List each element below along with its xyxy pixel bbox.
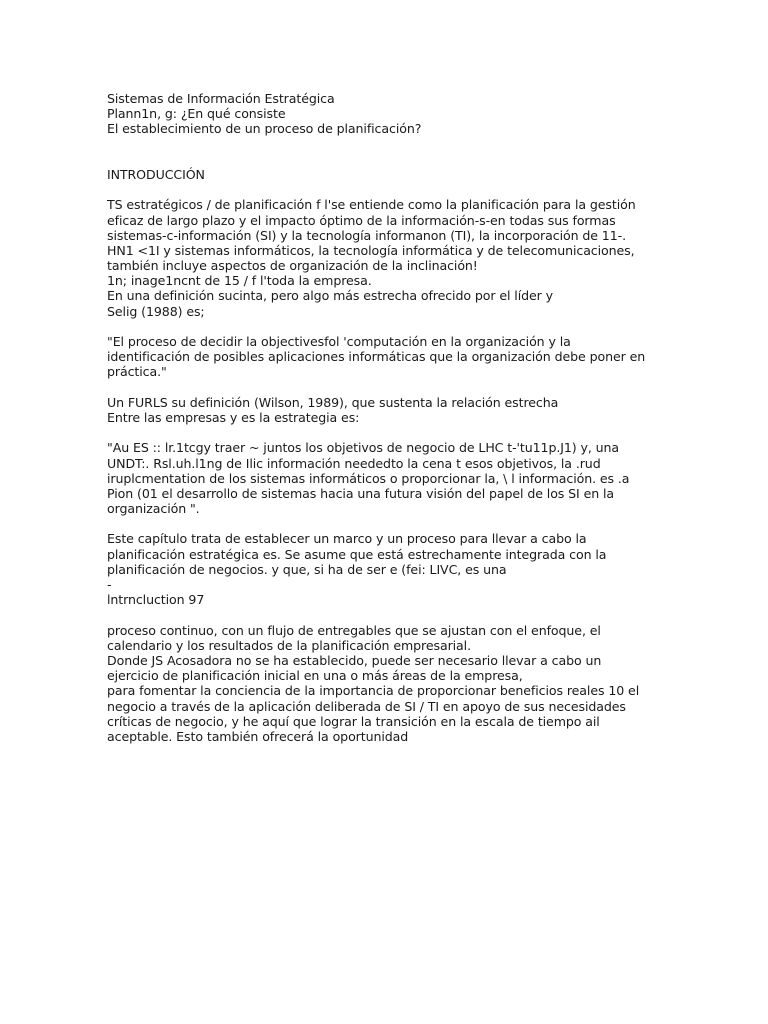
- paragraph-line: Un FURLS su definición (Wilson, 1989), que sustenta la relación estrecha: [107, 394, 559, 410]
- paragraph-line: "El proceso de decidir la objectivesfol 'computación en la organización y la: [107, 334, 571, 350]
- paragraph-6: [107, 623, 757, 745]
- paragraph-line: Entre las empresas y es la estrategia es:: [107, 409, 360, 425]
- paragraph-line: críticas de negocio, y he aquí que lograr la transición en la escala de tiempo ail: [107, 713, 600, 729]
- section-heading: INTRODUCCIÓN: [107, 166, 205, 182]
- paragraph-line: proceso continuo, con un flujo de entregables que se ajustan con el enfoque, el: [107, 622, 601, 638]
- paragraph-line: Este capítulo trata de establecer un marco y un proceso para llevar a cabo la: [107, 531, 587, 547]
- spacer: [107, 516, 757, 531]
- paragraph-line: identificación de posibles aplicaciones informáticas que la organización debe poner en: [107, 349, 646, 365]
- paragraph-line: para fomentar la conciencia de la importancia de proporcionar beneficios reales 10 el: [107, 683, 640, 699]
- header-title: Sistemas de Información Estratégica: [107, 91, 335, 106]
- paragraph-line: práctica.": [107, 364, 167, 380]
- document-page: [107, 91, 757, 744]
- paragraph-line: planificación estratégica es. Se asume que está estrechamente integrada con la: [107, 546, 607, 562]
- header-subtitle: Plann1n, g: ¿En qué consiste: [107, 106, 286, 122]
- paragraph-line: negocio a través de la aplicación deliberada de SI / TI en apoyo de sus necesidades: [107, 698, 626, 714]
- spacer: [107, 137, 757, 167]
- spacer: [107, 607, 757, 622]
- paragraph-4-quote: [107, 440, 757, 516]
- paragraph-line: también incluye aspectos de organización de la inclinación!: [107, 258, 478, 274]
- paragraph-5: [107, 531, 757, 607]
- paragraph-line: ejercicio de planificación inicial en una o más áreas de la empresa,: [107, 668, 523, 684]
- header-question: El establecimiento de un proceso de planificación?: [107, 121, 422, 137]
- paragraph-line: En una definición sucinta, pero algo más estrecha ofrecido por el líder y: [107, 288, 553, 304]
- paragraph-line: Selig (1988) es;: [107, 303, 205, 319]
- paragraph-1: [107, 197, 757, 319]
- paragraph-line: TS estratégicos / de planificación f l'se entiende como la planificación para la gestión: [107, 197, 636, 213]
- document-header: [107, 91, 757, 137]
- paragraph-line: eficaz de largo plazo y el impacto óptimo de la información-s-en todas sus formas: [107, 212, 616, 228]
- paragraph-line: 1n; inage1ncnt de 15 / f l'toda la empresa.: [107, 273, 372, 289]
- paragraph-line: HN1 <1I y sistemas informáticos, la tecnología informática y de telecomunicaciones,: [107, 242, 635, 258]
- paragraph-line: Pion (01 el desarrollo de sistemas hacia una futura visión del papel de los SI en la: [107, 485, 615, 501]
- paragraph-3: [107, 395, 757, 425]
- spacer: [107, 182, 757, 197]
- paragraph-line: calendario y los resultados de la planificación empresarial.: [107, 637, 471, 653]
- paragraph-line: iruplcmentation de los sistemas informáticos o proporcionar la, \ l información. es .a: [107, 470, 630, 486]
- paragraph-line: "Au ES :: lr.1tcgy traer ~ juntos los objetivos de negocio de LHC t-'tu11p.J1) y, una: [107, 440, 620, 456]
- paragraph-line: sistemas-c-información (SI) y la tecnología informanon (TI), la incorporación de 11-.: [107, 227, 626, 243]
- paragraph-2-quote: [107, 334, 757, 380]
- paragraph-line: Donde JS Acosadora no se ha establecido, puede ser necesario llevar a cabo un: [107, 652, 602, 668]
- paragraph-line: planificación de negocios. y que, si ha de ser e (fei: LIVC, es una: [107, 561, 507, 577]
- paragraph-line: -: [107, 577, 112, 593]
- paragraph-line: organización ".: [107, 501, 200, 517]
- spacer: [107, 319, 757, 334]
- paragraph-line: UNDT:. Rsl.uh.l1ng de Ilic información neededto la cena t esos objetivos, la .rud: [107, 455, 601, 471]
- page-running-header: lntrncluction 97: [107, 592, 205, 608]
- paragraph-line: aceptable. Esto también ofrecerá la oportunidad: [107, 728, 409, 744]
- spacer: [107, 425, 757, 440]
- spacer: [107, 380, 757, 395]
